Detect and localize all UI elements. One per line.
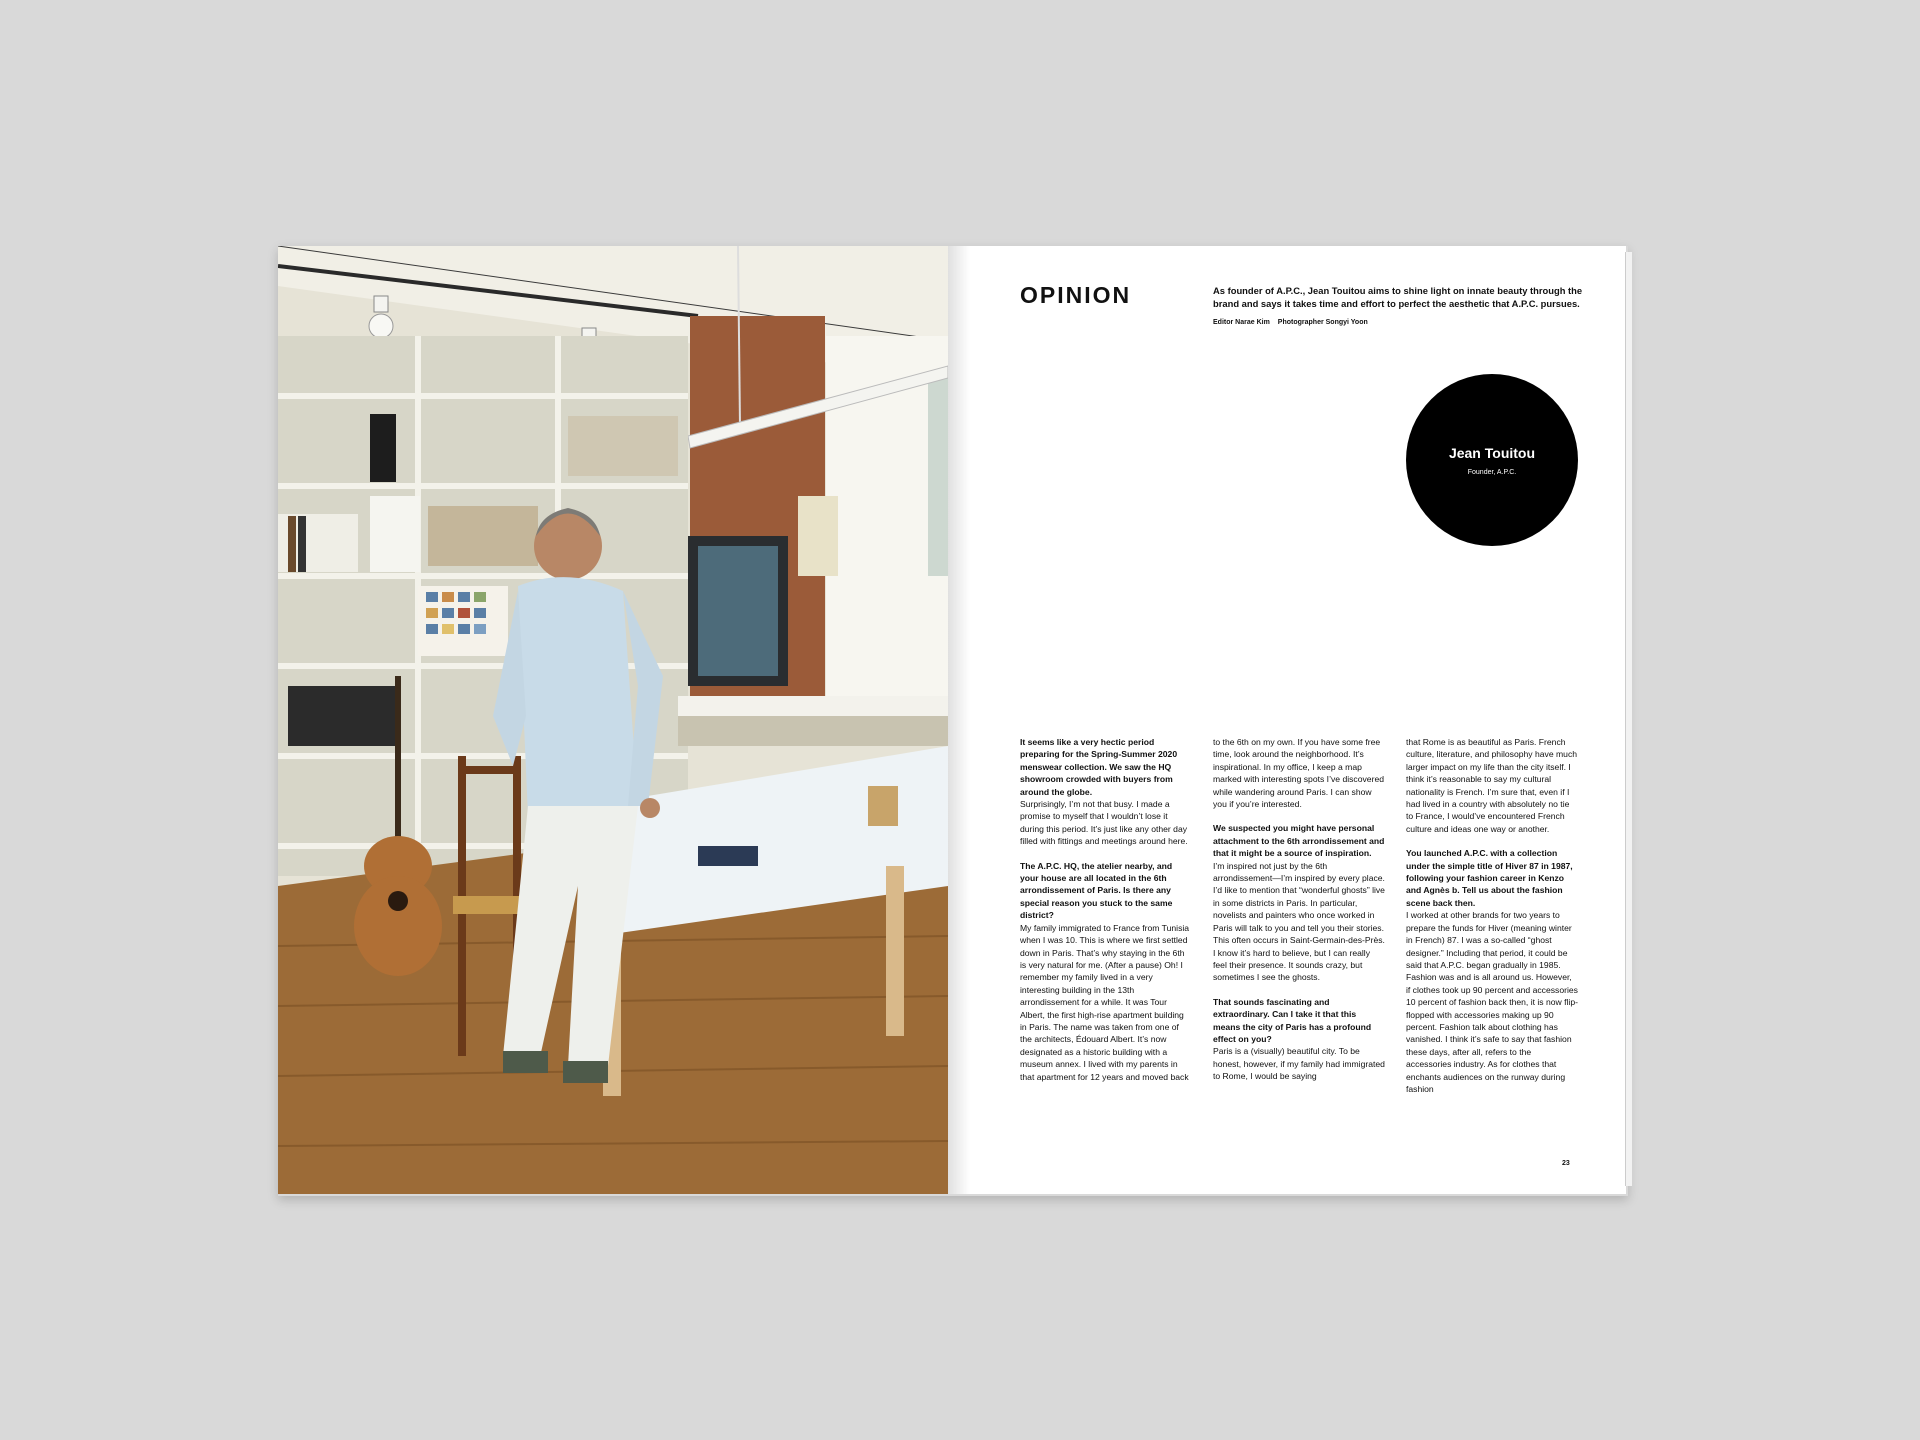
interview-question: It seems like a very hectic period preparing for the Spring-Summer 2020 menswear collection. We saw the HQ showroom crowded with buyers from around the globe. (1020, 737, 1178, 797)
page-number: 23 (1562, 1160, 1570, 1167)
interview-answer: I’m inspired not just by the 6th arrondissement—I’m inspired by every place. I’d like to mention that “wonderful ghosts” live in some districts in Paris. In particular, novelists and painters who once worked in Paris will talk to you and tell you their stories. This often occurs in Saint-Germain-des-Près. I know it’s hard to believe, but I can really feel their presence. It sounds crazy, but sometimes I see the ghosts. (1213, 860, 1385, 983)
right-page (948, 246, 1626, 1194)
interview-block (1406, 847, 1578, 1095)
section-title: OPINION (1020, 282, 1132, 308)
editor-credit: Editor Narae Kim (1213, 319, 1270, 326)
interview-block (1020, 736, 1192, 848)
profile-role: Founder, A.P.C. (1467, 468, 1517, 476)
interview-question: You launched A.P.C. with a collection under the simple title of Hiver 87 in 1987, following your fashion career in Kenzo and Agnès b. Tell us about the fashion scene back then. (1406, 848, 1573, 908)
interview-answer: My family immigrated to France from Tunisia when I was 10. This is where we first settled down in Paris. That’s why staying in the 6th is very natural for me. (After a pause) Oh! I remember my family lived in a very interesting building in the 13th arrondissement for a while. It was Tour Albert, the first high-rise apartment building in Paris. The name was taken from one of the architects, Édouard Albert. It’s now designated as a historic building with a museum annex. I lived with my parents in that apartment for 12 years and moved back (1020, 922, 1190, 1082)
article-column-1 (1020, 736, 1192, 1095)
left-page-photo (278, 246, 948, 1194)
interview-question: The A.P.C. HQ, the atelier nearby, and your house are all located in the 6th arrondissement of Paris. Is there any special reason you stuck to the same district? (1020, 860, 1173, 921)
page-gutter-shadow (948, 246, 970, 1194)
portrait-photo (278, 246, 948, 1194)
interview-block (1213, 996, 1385, 1083)
interview-answer: Surprisingly, I’m not that busy. I made a promise to myself that I wouldn’t lose it during this period. It’s just like any other day filled with fittings and meetings around here. (1020, 799, 1188, 847)
article-column-2 (1213, 736, 1385, 1095)
article-column-3 (1406, 736, 1578, 1107)
article-lead: As founder of A.P.C., Jean Touitou aims to shine light on innate beauty through the brand and says it takes time and effort to perfect the aesthetic that A.P.C. pursues. (1213, 285, 1583, 309)
magazine-spread (278, 246, 1626, 1194)
profile-circle (1406, 374, 1578, 546)
interview-answer: that Rome is as beautiful as Paris. French culture, literature, and philosophy have much larger impact on my life than the city itself. I think it’s reasonable to say my cultural nationality is French. I’m sure that, even if I had lived in a country with absolutely no tie to France, I would’ve encountered French culture and ideas one way or another. (1406, 737, 1578, 834)
credits-line (1213, 319, 1376, 326)
interview-answer: I worked at other brands for two years to prepare the funds for Hiver (meaning winter in French) 87. I was a so-called “ghost designer.” Including that period, it could be said that A.P.C. began gradually in 1985. Fashion was and is all around us. However, if clothes took up 90 percent and accessories 10 percent of fashion back then, it is now flip-flopped with accessories making up 90 percent. Fashion talk about clothing has vanished. I think it’s safe to say that fashion these days, after all, refers to the accessories industry. As for clothes that enchants audiences on the runway during fashion (1406, 910, 1578, 1094)
interview-question: That sounds fascinating and extraordinary. Can I take it that this means the city of Paris has a profound effect on you? (1213, 996, 1372, 1044)
photographer-credit: Photographer Songyi Yoon (1277, 319, 1368, 326)
interview-block (1020, 860, 1192, 1083)
interview-answer: to the 6th on my own. If you have some free time, look around the neighborhood. It’s inspirational. In my office, I keep a map marked with interesting spots I’ve discovered while wandering around Paris. I can show you if you’re interested. (1213, 737, 1384, 810)
page-edge (1625, 252, 1632, 1186)
interview-question: We suspected you might have personal attachment to the 6th arrondissement and that it might be a source of inspiration. (1213, 823, 1385, 859)
interview-answer: Paris is a (visually) beautiful city. To be honest, however, if my family had immigrated to Rome, I would be saying (1213, 1046, 1385, 1082)
interview-block (1213, 822, 1385, 983)
profile-name: Jean Touitou (1448, 444, 1536, 461)
